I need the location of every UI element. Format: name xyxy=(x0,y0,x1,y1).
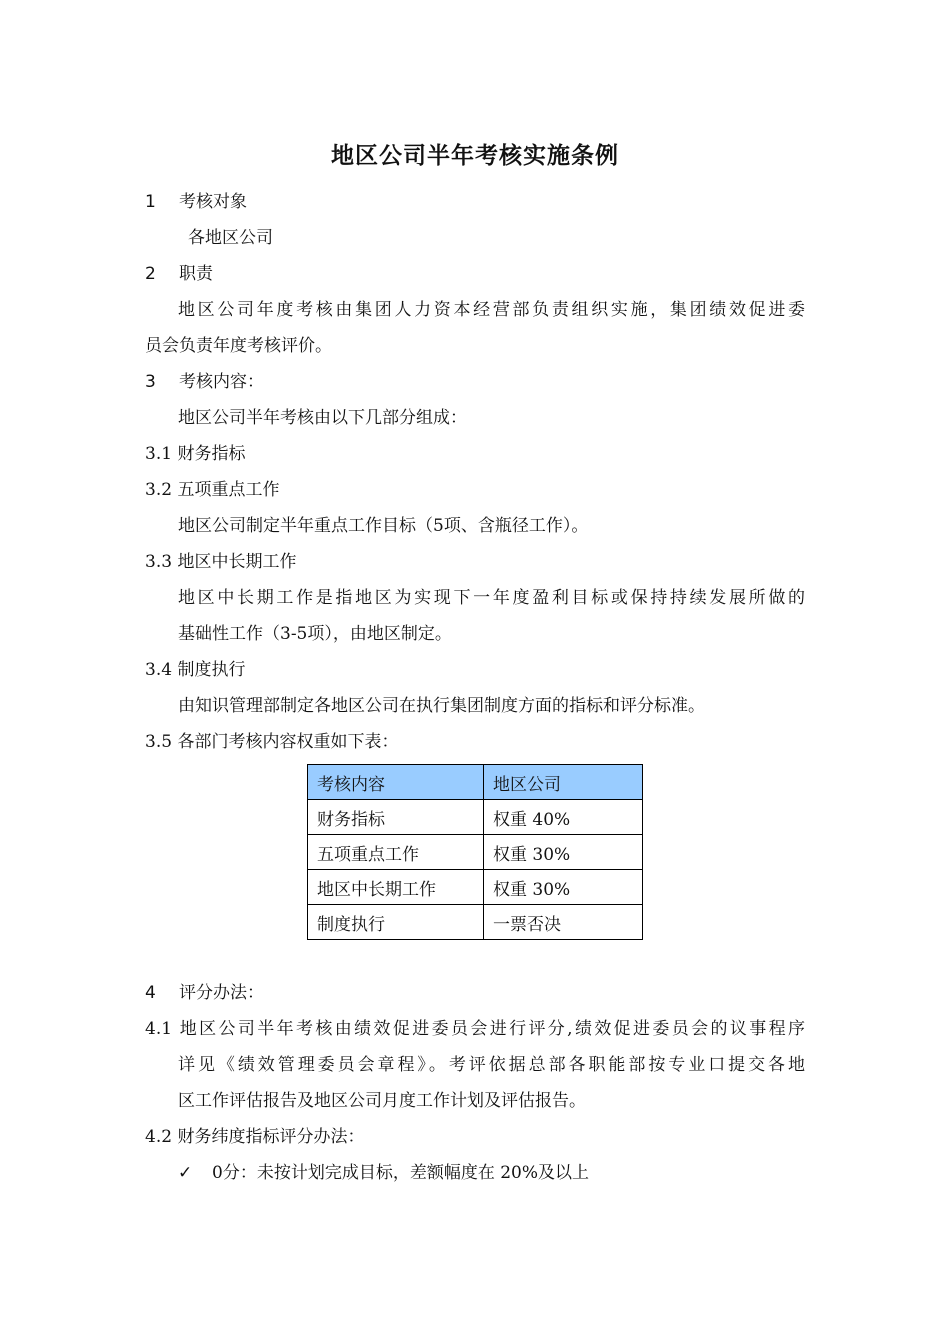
subsection-4-1-line: 4.1 地区公司半年考核由绩效促进委员会进行评分,绩效促进委员会的议事程序 xyxy=(145,1019,805,1039)
subsection-3-3-body-line: 地区中长期工作是指地区为实现下一年度盈利目标或保持持续发展所做的 xyxy=(178,588,805,608)
section-title: 考核内容： xyxy=(179,372,264,392)
table-cell: 一票否决 xyxy=(484,905,643,940)
bullet-item xyxy=(178,1161,589,1185)
table-cell: 权重 30% xyxy=(484,835,643,870)
subsection-4-1-line: 详见《绩效管理委员会章程》。考评依据总部各职能部按专业口提交各地 xyxy=(178,1055,805,1075)
section-title: 职责 xyxy=(179,264,213,284)
subsection-3-4-heading: 3.4 制度执行 xyxy=(145,660,246,680)
section-2-heading xyxy=(145,262,213,286)
table-header-row xyxy=(308,765,643,800)
table-cell: 权重 40% xyxy=(484,800,643,835)
checkmark-icon: ✓ xyxy=(178,1163,193,1183)
bullet-text: 0分：未按计划完成目标，差额幅度在 20%及以上 xyxy=(212,1163,590,1183)
section-number: 1 xyxy=(145,192,156,212)
table-row xyxy=(308,870,643,905)
section-2-body-line: 员会负责年度考核评价。 xyxy=(145,336,332,356)
table-cell: 五项重点工作 xyxy=(308,835,484,870)
table-cell: 权重 30% xyxy=(484,870,643,905)
subsection-3-4-body: 由知识管理部制定各地区公司在执行集团制度方面的指标和评分标准。 xyxy=(178,696,705,716)
table-row xyxy=(308,835,643,870)
table-row xyxy=(308,800,643,835)
section-number: 2 xyxy=(145,264,156,284)
table-cell: 财务指标 xyxy=(308,800,484,835)
section-1-heading xyxy=(145,190,247,214)
section-3-heading xyxy=(145,370,264,394)
subsection-4-2-heading: 4.2 财务纬度指标评分办法： xyxy=(145,1127,365,1147)
table-cell: 地区中长期工作 xyxy=(308,870,484,905)
section-2-body-line: 地区公司年度考核由集团人力资本经营部负责组织实施，集团绩效促进委 xyxy=(178,300,805,320)
subsection-3-2-body: 地区公司制定半年重点工作目标（5项、含瓶径工作）。 xyxy=(178,516,589,536)
table-header-cell: 地区公司 xyxy=(484,765,643,800)
section-title: 评分办法： xyxy=(179,983,264,1003)
subsection-3-3-heading: 3.3 地区中长期工作 xyxy=(145,552,297,572)
subsection-4-1-line: 区工作评估报告及地区公司月度工作计划及评估报告。 xyxy=(178,1091,586,1111)
section-title: 考核对象 xyxy=(179,192,247,212)
section-number: 4 xyxy=(145,983,156,1003)
subsection-3-3-body-line: 基础性工作（3-5项），由地区制定。 xyxy=(178,624,452,644)
section-number: 3 xyxy=(145,372,156,392)
subsection-3-5-heading: 3.5 各部门考核内容权重如下表： xyxy=(145,732,399,752)
subsection-3-1-heading: 3.1 财务指标 xyxy=(145,444,246,464)
section-3-intro: 地区公司半年考核由以下几部分组成： xyxy=(178,408,467,428)
table-row xyxy=(308,905,643,940)
subsection-3-2-heading: 3.2 五项重点工作 xyxy=(145,480,280,500)
weights-table xyxy=(307,764,643,940)
document-title: 地区公司半年考核实施条例 xyxy=(331,143,619,169)
table-cell: 制度执行 xyxy=(308,905,484,940)
section-1-body: 各地区公司 xyxy=(188,228,273,248)
section-4-heading xyxy=(145,981,264,1005)
table-header-cell: 考核内容 xyxy=(308,765,484,800)
